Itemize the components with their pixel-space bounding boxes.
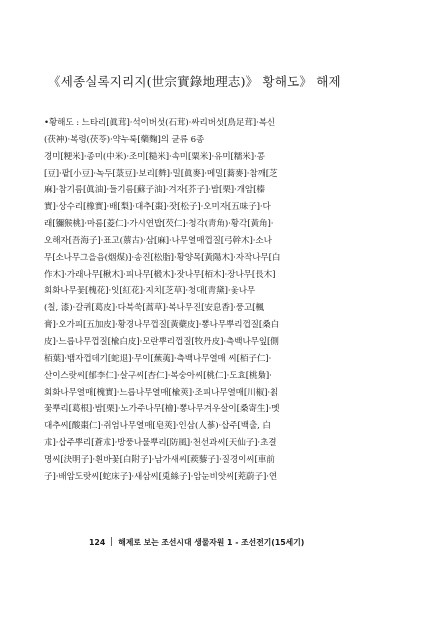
running-footer-title: 해제로 보는 조선시대 생물자원 1 - 조선전기(15세기): [118, 538, 305, 547]
text-line: 皮]·느릅나무껍질[楡白皮]·모란뿌리껍질[牧丹皮]·측백나무잎[側: [44, 336, 279, 347]
page-number: 124: [89, 538, 106, 547]
text-line: 무[소나무그을음(烟煤)]·송진[松脂]·황양목[黃陽木]·자작나무[白: [44, 252, 281, 263]
text-line: 膏]·오가피[五加皮]·황경나무껍질[黃蘗皮]·뽕나무뿌리껍질[桑白: [44, 320, 280, 331]
text-line: 명씨[決明子]·흰바꽃[白附子]·남가새씨[蒺藜子]·질경이씨[車前: [44, 454, 275, 465]
text-line: (茯神)·복령(茯苓)·약누룩[藥麴]의 균류 6종: [44, 134, 205, 145]
text-line: 오해자[吾海子]·표고(蔈古)·삼[麻]·나무열매껍질[弓幹木]·소나: [44, 235, 272, 246]
text-line: [豆]·팥[小豆]·녹두[菉豆]·보리[麰]·밀[眞麥]·메밀[蕎麥]·참깨[芝: [44, 168, 278, 179]
text-line: 作木]·가래나무[楸木]·피나무[椴木]·잣나무[栢木]·장나무[長木]: [44, 269, 276, 280]
text-line: 산이스랏씨[郁李仁]·살구씨[杏仁]·복숭아씨[桃仁]·도효[桃梟]·: [44, 370, 272, 381]
page-title: 《세종실록지리지(世宗實錄地理志)》 황해도》 해제: [48, 74, 341, 89]
body-text: [44, 115, 394, 486]
text-line: (칠, 漆)·갈퀴[葛皮]·다북쑥[蒿草]·복나무진[安息香]·풍고[楓: [44, 303, 264, 314]
text-line: 實]·상수리[橡實]·배[梨]·대추[棗]·잣[松子]·오미자[五味子]·다: [44, 202, 271, 213]
text-line: 회화나무꽃[槐花]·잇[紅花]·지치[芝草]·청대[靑黛]·옻나무: [44, 286, 256, 297]
footer-divider: [111, 537, 112, 546]
text-line: 대추씨[酸棗仁]·쥐엄나무열매[皂莢]·인삼(人蔘)·삽주[백출, 白: [44, 421, 271, 432]
page-footer: [89, 537, 304, 548]
text-line: 경미[粳米]·종미(中米)·조미[糙米]·속미[粟米]·유미[糯米]·콩: [44, 151, 265, 162]
text-line: 麻]·참기름[眞油]·들기름[蘇子油]·겨자[芥子]·밤[栗]·개암[榛: [44, 185, 265, 196]
text-line: 朮]·삽주뿌리[蒼朮]·방풍나물뿌리[防風]·천선과씨[天仙子]·초결: [44, 438, 277, 449]
text-line: 래[獼猴桃]·마름[菱仁]·가시연밥[芡仁]·청각(靑角)·황각[黃角]·: [44, 219, 274, 230]
text-line: 栢葉]·뱀자껍데기[蛇退]·무이[蕪荑]·측백나무열매 씨[栢子仁]·: [44, 353, 272, 364]
text-line: •황해도 : 느타리[眞茸]·석이버섯(石茸)·싸리버섯[鳥足茸]·복신: [44, 118, 276, 128]
text-line: 회화나무열매[槐實]·느릅나무열매[楡莢]·조피나무열매[川椒]·칡: [44, 387, 279, 398]
text-line: 子]·배암도랏씨[蛇床子]·새삼씨[兎絲子]·암눈비앗씨[茺蔚子]·연: [44, 471, 278, 482]
text-line: 꽃뿌리[葛根]·밤[栗]·노가주나무[檜]·뽕나무겨우살이[桑寄生]·멧: [44, 404, 280, 415]
